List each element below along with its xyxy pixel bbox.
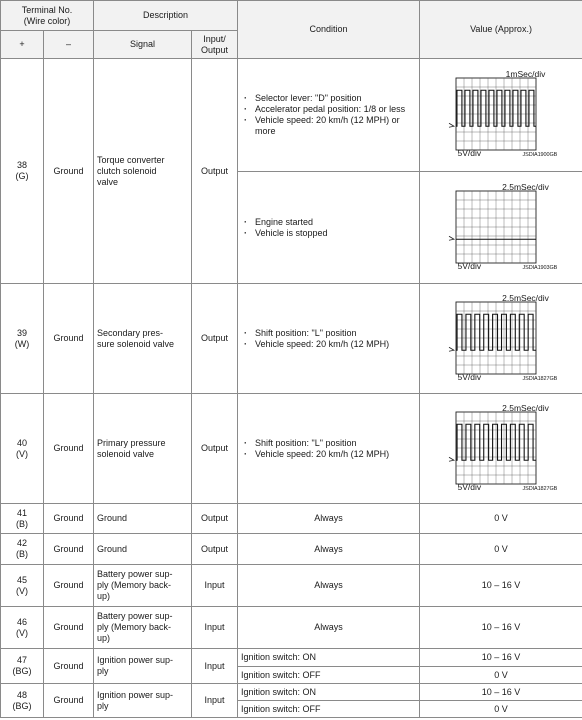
ground-cell: Ground [44,534,94,565]
signal-cell: Ground [94,534,192,565]
signal-cell: Battery power sup- ply (Memory back- up) [94,607,192,649]
ground-cell: Ground [44,565,94,607]
scope-graph [434,292,569,386]
terminal-cell: 48 (BG) [1,684,44,718]
io-cell: Input [192,565,238,607]
terminal-cell: 42 (B) [1,534,44,565]
scope-graph [434,181,569,275]
ground-marker-icon [449,347,454,351]
terminal-cell: 39 (W) [1,284,44,394]
condition-item: · Vehicle is stopped [251,228,416,239]
ground-cell: Ground [44,504,94,534]
ground-cell: Ground [44,649,94,684]
ground-marker-icon [449,236,454,240]
condition-cell [238,59,420,172]
condition-cell: Ignition switch: ON [238,684,420,701]
condition-header: Condition [238,1,420,59]
signal-cell: Ground [94,504,192,534]
oscilloscope-waveform [434,68,569,162]
condition-cell: Always [238,504,420,534]
condition-cell: Ignition switch: OFF [238,667,420,684]
value-cell [420,284,582,394]
signal-cell: Torque converter clutch solenoid valve [94,59,192,284]
signal-cell: Ignition power sup- ply [94,649,192,684]
value-cell: 10 – 16 V [420,649,582,667]
table-row [1,504,582,534]
condition-item: · Vehicle speed: 20 km/h (12 MPH) [251,339,416,350]
io-cell: Output [192,284,238,394]
description-header: Description [94,1,238,31]
table-row [1,565,582,607]
value-cell [420,172,582,284]
value-cell: 0 V [420,504,582,534]
value-cell: 10 – 16 V [420,607,582,649]
io-label-1: Input/ [203,33,226,44]
volts-div-label: 5V/div [457,371,482,382]
ground-cell: Ground [44,607,94,649]
volts-div-label: 5V/div [457,148,482,158]
ground-cell: Ground [44,284,94,394]
condition-cell: Always [238,607,420,649]
table-row [1,534,582,565]
value-header: Value (Approx.) [420,1,582,59]
ground-cell: Ground [44,59,94,284]
plus-header: + [1,31,44,59]
value-cell: 10 – 16 V [420,565,582,607]
figure-id-label: JSDIA1827GB [522,485,558,492]
ground-cell: Ground [44,394,94,504]
terminal-cell: 47 (BG) [1,649,44,684]
table-row [1,394,582,504]
scope-graph [434,402,569,496]
io-cell: Output [192,59,238,284]
condition-item: · Vehicle speed: 20 km/h (12 MPH) or more [251,115,416,137]
io-cell: Output [192,394,238,504]
value-cell: 10 – 16 V [420,684,582,701]
terminal-header [1,1,94,31]
condition-cell: Always [238,565,420,607]
table-row [1,59,582,172]
timebase-label: 2.5mSec/div [502,292,549,303]
timebase-label: 2.5mSec/div [502,181,549,192]
condition-item: · Shift position: "L" position [251,328,416,339]
minus-header: – [44,31,94,59]
value-cell: 0 V [420,701,582,718]
condition-cell [238,172,420,284]
ground-marker-icon [449,457,454,461]
terminal-cell: 41 (B) [1,504,44,534]
condition-item: · Vehicle speed: 20 km/h (12 MPH) [251,449,416,460]
condition-item: · Accelerator pedal position: 1/8 or less [251,104,416,115]
volts-div-label: 5V/div [457,260,482,271]
io-label-2: Output [201,44,229,55]
table-row [1,684,582,701]
condition-item: · Shift position: "L" position [251,438,416,449]
value-cell [420,394,582,504]
condition-cell: Ignition switch: ON [238,649,420,667]
figure-id-label: JSDIA1903GB [522,264,558,271]
wire-color-label: (Wire color) [23,15,71,26]
terminal-cell: 40 (V) [1,394,44,504]
ground-marker-icon [449,123,454,127]
oscilloscope-waveform [434,402,569,496]
table-row [1,607,582,649]
terminal-no-label: Terminal No. [21,4,73,15]
figure-id-label: JSDIA1827GB [522,375,558,382]
scope-graph [434,68,569,162]
io-cell: Output [192,504,238,534]
oscilloscope-waveform [434,292,569,386]
io-cell: Output [192,534,238,565]
oscilloscope-waveform [434,181,569,275]
timebase-label: 1mSec/div [505,69,546,79]
value-cell: 0 V [420,534,582,565]
signal-cell: Ignition power sup- ply [94,684,192,718]
value-cell: 0 V [420,667,582,684]
condition-item: · Engine started [251,217,416,228]
io-cell: Input [192,684,238,718]
condition-cell: Always [238,534,420,565]
value-cell [420,59,582,172]
condition-item: · Selector lever: "D" position [251,93,416,104]
io-cell: Input [192,607,238,649]
timebase-label: 2.5mSec/div [502,402,549,413]
condition-cell [238,394,420,504]
condition-cell: Ignition switch: OFF [238,701,420,718]
figure-id-label: JSDIA1900GB [522,152,558,158]
ground-cell: Ground [44,684,94,718]
terminal-cell: 46 (V) [1,607,44,649]
table-row [1,284,582,394]
io-header [192,31,238,59]
terminal-cell: 45 (V) [1,565,44,607]
io-cell: Input [192,649,238,684]
signal-cell: Battery power sup- ply (Memory back- up) [94,565,192,607]
volts-div-label: 5V/div [457,481,482,492]
signal-cell: Primary pressure solenoid valve [94,394,192,504]
table-row [1,649,582,667]
signal-header: Signal [94,31,192,59]
condition-cell [238,284,420,394]
terminal-cell: 38 (G) [1,59,44,284]
signal-cell: Secondary pres- sure solenoid valve [94,284,192,394]
